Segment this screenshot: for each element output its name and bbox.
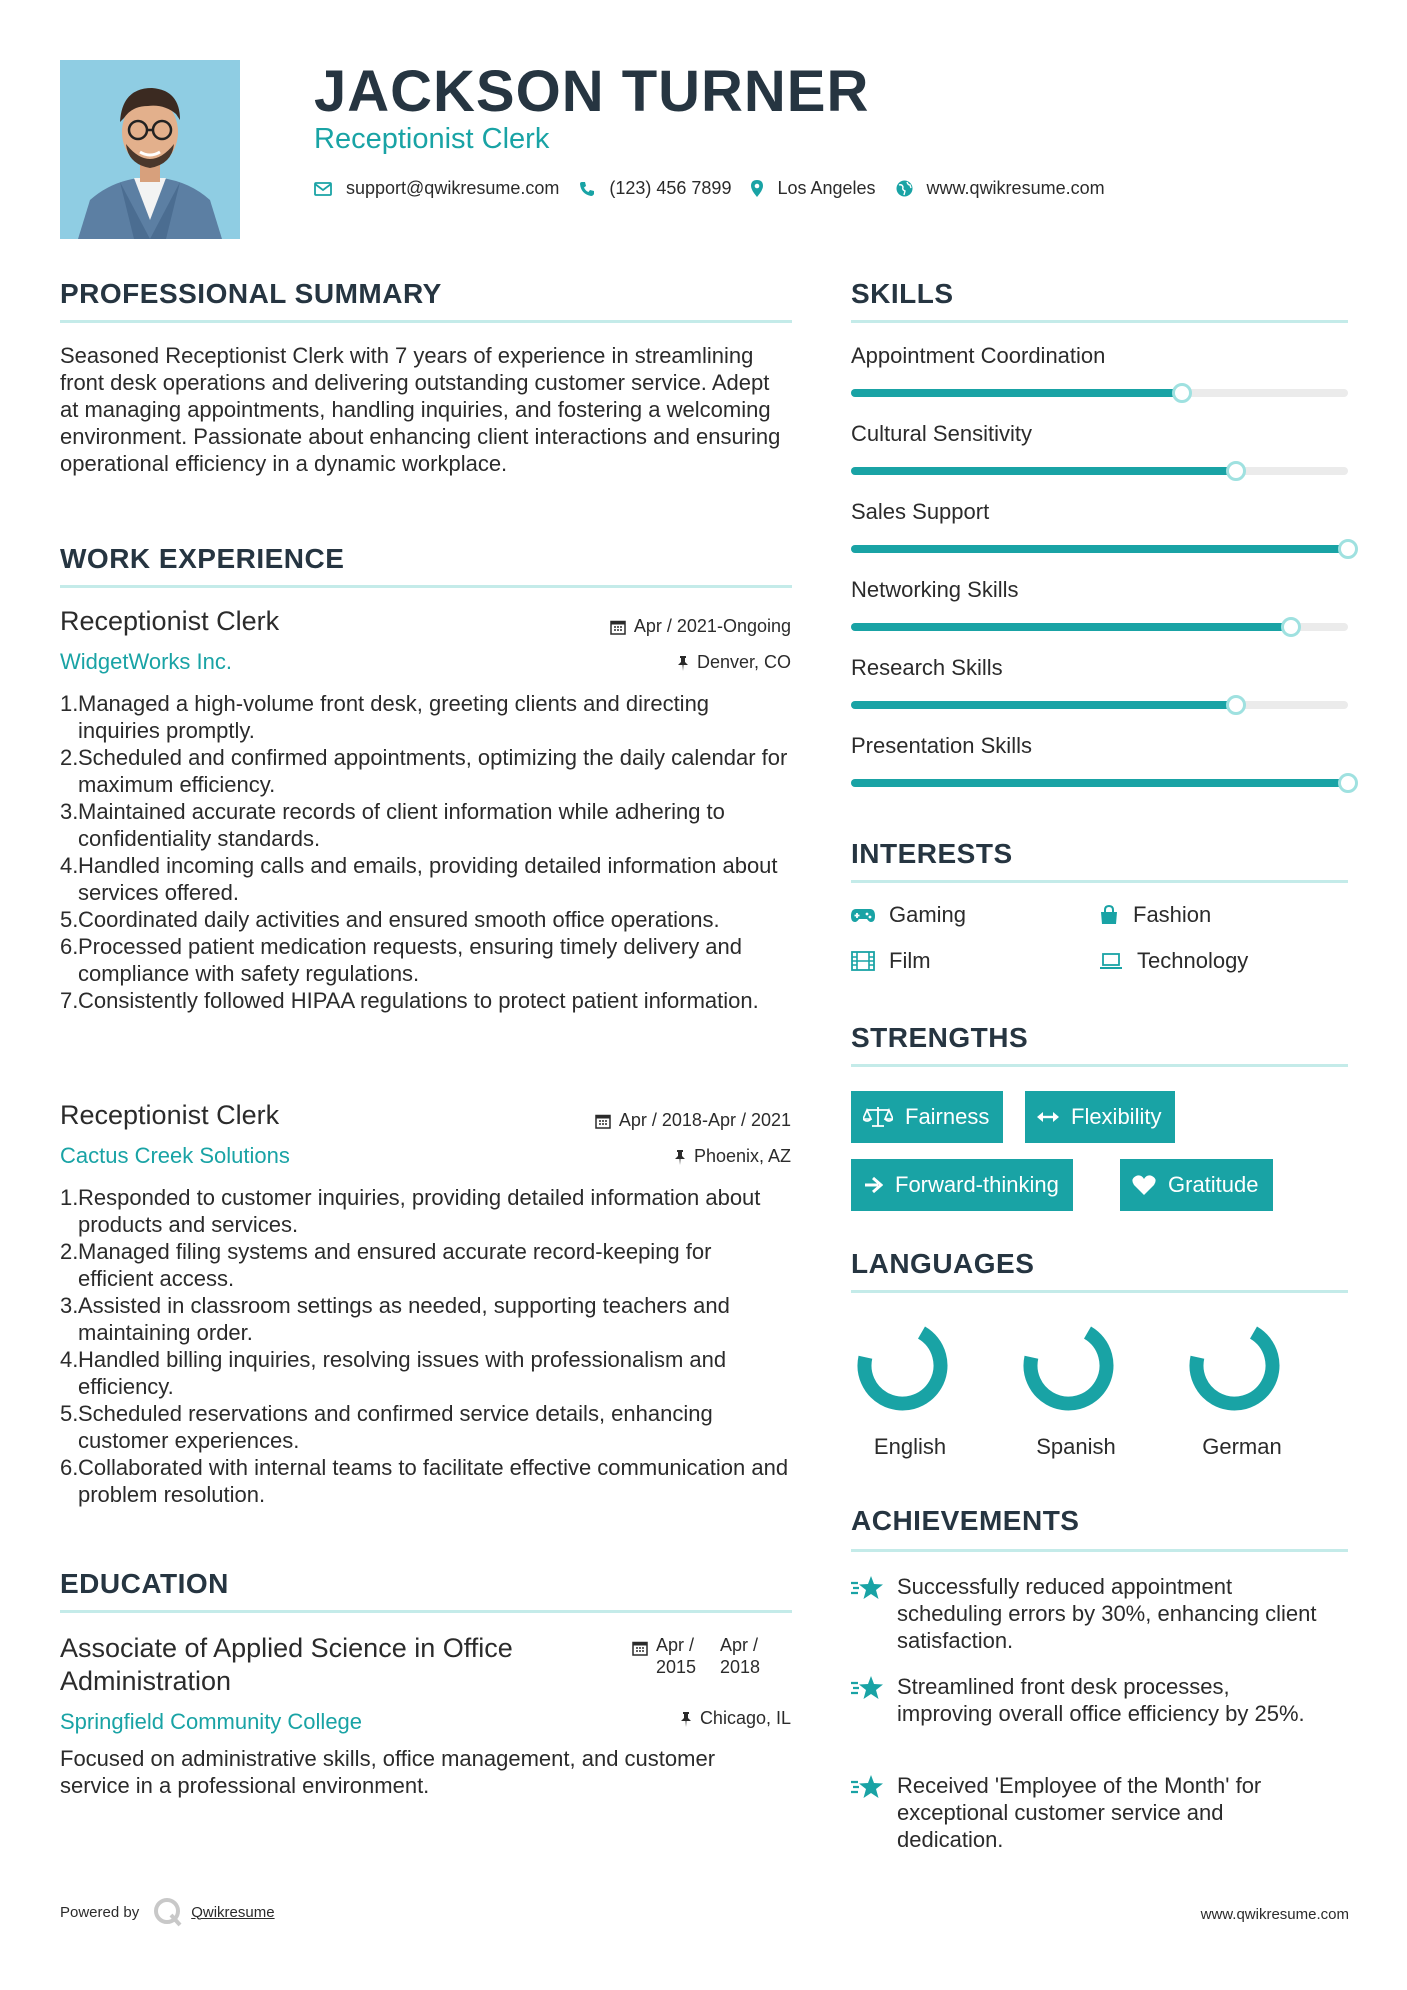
- arrows-horizontal-icon: [1037, 1110, 1059, 1124]
- star-icon: [851, 1575, 885, 1601]
- language-ring-arc: [855, 1318, 950, 1413]
- strength-label: Forward-thinking: [895, 1172, 1059, 1197]
- skill-label: Research Skills: [851, 655, 1003, 680]
- powered-by-text: Powered by: [60, 1903, 140, 1921]
- job-2-dates-text: Apr / 2018-Apr / 2021: [618, 1110, 791, 1130]
- skill-bar: [851, 389, 1348, 397]
- qwikresume-link[interactable]: Qwikresume: [191, 1903, 275, 1921]
- education-degree: Associate of Applied Science in Office Administration: [60, 1633, 513, 1696]
- skill-bar-knob: [1338, 773, 1358, 793]
- languages-rule: [851, 1290, 1348, 1293]
- interest-gaming: [851, 902, 966, 928]
- job-1-location-text: Denver, CO: [696, 652, 791, 672]
- job-1-bullets: [60, 690, 792, 1014]
- language-label: English: [873, 1434, 947, 1459]
- skill-bar-knob: [1226, 461, 1246, 481]
- interest-film: [851, 948, 931, 974]
- strength-badge-gratitude: [1120, 1159, 1273, 1211]
- interest-label: Film: [889, 948, 931, 973]
- globe-icon: [896, 180, 913, 197]
- languages-heading: LANGUAGES: [851, 1248, 1035, 1279]
- language-ring: [1021, 1318, 1116, 1413]
- envelope-icon: [314, 182, 332, 196]
- job-2-location: [674, 1146, 791, 1167]
- education-description: Focused on administrative skills, office management, and customer service in a professional environment.: [60, 1746, 716, 1798]
- education-start: Apr / 2015: [656, 1635, 697, 1677]
- list-item: 1. Responded to customer inquiries, providing detailed information about products and services.: [60, 1185, 761, 1237]
- calendar-icon: [632, 1640, 648, 1656]
- list-item: 4. Handled billing inquiries, resolving issues with professionalism and efficiency.: [60, 1347, 727, 1399]
- pushpin-icon: [677, 655, 689, 671]
- education-rule: [60, 1610, 792, 1613]
- qwikresume-logo-icon: [153, 1897, 183, 1927]
- contact-location: [751, 178, 875, 199]
- footer-powered-by: [60, 1897, 275, 1927]
- skill-label: Presentation Skills: [851, 733, 1032, 758]
- achievement-text: Received 'Employee of the Month' for exceptional customer service and dedication.: [897, 1773, 1262, 1852]
- strength-badge-flexibility: [1025, 1091, 1175, 1143]
- skill-bar: [851, 467, 1348, 475]
- experience-heading: WORK EXPERIENCE: [60, 543, 345, 574]
- skill-bar-fill: [851, 779, 1348, 787]
- strength-badge-forward-thinking: [851, 1159, 1073, 1211]
- list-item: 3. Maintained accurate records of client information while adhering to confidentiality standards.: [60, 799, 725, 851]
- interests-heading: INTERESTS: [851, 838, 1013, 869]
- film-icon: [851, 951, 875, 971]
- education-location: [680, 1708, 791, 1729]
- skill-bar-fill: [851, 623, 1291, 631]
- candidate-name: JACKSON TURNER: [314, 59, 870, 124]
- list-item: 2. Managed filing systems and ensured accurate record-keeping for efficient access.: [60, 1239, 712, 1291]
- calendar-icon: [595, 1113, 611, 1129]
- skill-bar-knob: [1226, 695, 1246, 715]
- job-2-company: Cactus Creek Solutions: [60, 1143, 290, 1168]
- interest-label: Technology: [1137, 948, 1249, 973]
- achievement-item: [851, 1673, 1321, 1727]
- contact-email-text: support@qwikresume.com: [346, 178, 560, 198]
- calendar-icon: [610, 619, 626, 635]
- language-ring: [1187, 1318, 1282, 1413]
- education-location-text: Chicago, IL: [699, 1708, 791, 1728]
- skill-bar-fill: [851, 389, 1182, 397]
- job-1-title: Receptionist Clerk: [60, 606, 280, 636]
- list-item: 3. Assisted in classroom settings as needed, supporting teachers and maintaining order.: [60, 1293, 730, 1345]
- language-ring-arc: [1187, 1318, 1282, 1413]
- contact-website-text: www.qwikresume.com: [926, 178, 1105, 198]
- list-item: 6. Processed patient medication requests, ensuring timely delivery and compliance with safety regulations.: [60, 934, 743, 986]
- strength-label: Fairness: [905, 1104, 990, 1129]
- education-dates: [632, 1634, 770, 1678]
- laptop-icon: [1099, 952, 1123, 970]
- job-1-dates: [610, 616, 791, 637]
- pushpin-icon: [674, 1149, 686, 1165]
- contact-location-text: Los Angeles: [777, 178, 876, 198]
- skills-heading: SKILLS: [851, 278, 954, 309]
- contact-phone-text: (123) 456 7899: [609, 178, 732, 198]
- skill-bar-knob: [1172, 383, 1192, 403]
- list-item: 4. Handled incoming calls and emails, providing detailed information about services offered.: [60, 853, 778, 905]
- skill-bar-fill: [851, 467, 1236, 475]
- interest-technology: [1099, 948, 1248, 974]
- list-item: 5. Scheduled reservations and confirmed service details, enhancing customer experiences.: [60, 1401, 713, 1453]
- interest-label: Gaming: [889, 902, 967, 927]
- skill-bar: [851, 623, 1348, 631]
- skill-label: Appointment Coordination: [851, 343, 1106, 368]
- achievement-text: Streamlined front desk processes, improving overall office efficiency by 25%.: [897, 1674, 1305, 1726]
- list-item: 7. Consistently followed HIPAA regulations to protect patient information.: [60, 988, 759, 1013]
- job-2-dates: [595, 1110, 791, 1131]
- language-ring-arc: [1021, 1318, 1116, 1413]
- language-label: Spanish: [1036, 1434, 1116, 1459]
- contact-website[interactable]: [896, 178, 1105, 199]
- interest-fashion: [1099, 902, 1211, 928]
- education-end: Apr / 2018: [720, 1635, 761, 1677]
- balance-scale-icon: [863, 1106, 893, 1128]
- achievement-text: Successfully reduced appointment scheduling errors by 30%, enhancing client satisfaction.: [897, 1574, 1317, 1653]
- arrow-right-icon: [863, 1176, 883, 1194]
- achievements-heading: ACHIEVEMENTS: [851, 1505, 1080, 1536]
- heart-icon: [1132, 1175, 1156, 1195]
- achievement-item: [851, 1573, 1321, 1654]
- skill-label: Networking Skills: [851, 577, 1019, 602]
- skill-bar: [851, 701, 1348, 709]
- list-item: 5. Coordinated daily activities and ensured smooth office operations.: [60, 907, 720, 932]
- skill-bar-fill: [851, 701, 1236, 709]
- phone-icon: [579, 181, 595, 197]
- job-2-location-text: Phoenix, AZ: [693, 1146, 791, 1166]
- skill-bar-knob: [1281, 617, 1301, 637]
- star-icon: [851, 1675, 885, 1701]
- pushpin-icon: [680, 1711, 692, 1727]
- strengths-rule: [851, 1064, 1348, 1067]
- education-school: Springfield Community College: [60, 1709, 363, 1734]
- achievement-item: [851, 1772, 1321, 1853]
- skill-bar-fill: [851, 545, 1348, 553]
- contact-email[interactable]: [314, 178, 559, 199]
- interest-label: Fashion: [1133, 902, 1212, 927]
- job-2-title: Receptionist Clerk: [60, 1100, 280, 1130]
- list-item: 2. Scheduled and confirmed appointments, optimizing the daily calendar for maximum efficiency.: [60, 745, 788, 797]
- skill-label: Sales Support: [851, 499, 990, 524]
- interests-rule: [851, 880, 1348, 883]
- contact-bar: [314, 178, 1125, 199]
- strength-label: Flexibility: [1071, 1104, 1162, 1129]
- achievements-rule: [851, 1549, 1348, 1552]
- profile-photo: [60, 60, 240, 239]
- job-1-dates-text: Apr / 2021-Ongoing: [633, 616, 791, 636]
- job-2-bullets: [60, 1184, 792, 1508]
- summary-text: Seasoned Receptionist Clerk with 7 years of experience in streamlining front desk operations and delivering outstanding customer service. Adept at managing appointments, handling inquiries, and fostering a welcoming environment. Passionate about enhancing client interactions and ensuring operational efficiency in a dynamic workplace.: [60, 343, 781, 476]
- strength-badge-fairness: [851, 1091, 1003, 1143]
- skill-label: Cultural Sensitivity: [851, 421, 1032, 446]
- skill-bar-knob: [1338, 539, 1358, 559]
- strength-label: Gratitude: [1168, 1172, 1259, 1197]
- skills-rule: [851, 320, 1348, 323]
- star-icon: [851, 1774, 885, 1800]
- skill-bar: [851, 779, 1348, 787]
- language-label: German: [1202, 1434, 1282, 1459]
- skill-bar: [851, 545, 1348, 553]
- candidate-title: Receptionist Clerk: [314, 123, 550, 155]
- experience-rule: [60, 585, 792, 588]
- summary-heading: PROFESSIONAL SUMMARY: [60, 278, 442, 309]
- gamepad-icon: [851, 907, 875, 923]
- list-item: 6. Collaborated with internal teams to facilitate effective communication and problem resolution.: [60, 1455, 789, 1507]
- map-marker-icon: [751, 180, 763, 197]
- contact-phone[interactable]: [579, 178, 731, 199]
- job-1-company: WidgetWorks Inc.: [60, 649, 232, 674]
- footer-site[interactable]: www.qwikresume.com: [1200, 1906, 1349, 1923]
- job-1-location: [677, 652, 791, 673]
- shopping-bag-icon: [1099, 905, 1119, 925]
- avatar-illustration: [60, 60, 240, 239]
- strengths-heading: STRENGTHS: [851, 1022, 1029, 1053]
- education-heading: EDUCATION: [60, 1568, 229, 1599]
- language-ring: [855, 1318, 950, 1413]
- list-item: 1. Managed a high-volume front desk, greeting clients and directing inquiries promptly.: [60, 691, 710, 743]
- summary-rule: [60, 320, 792, 323]
